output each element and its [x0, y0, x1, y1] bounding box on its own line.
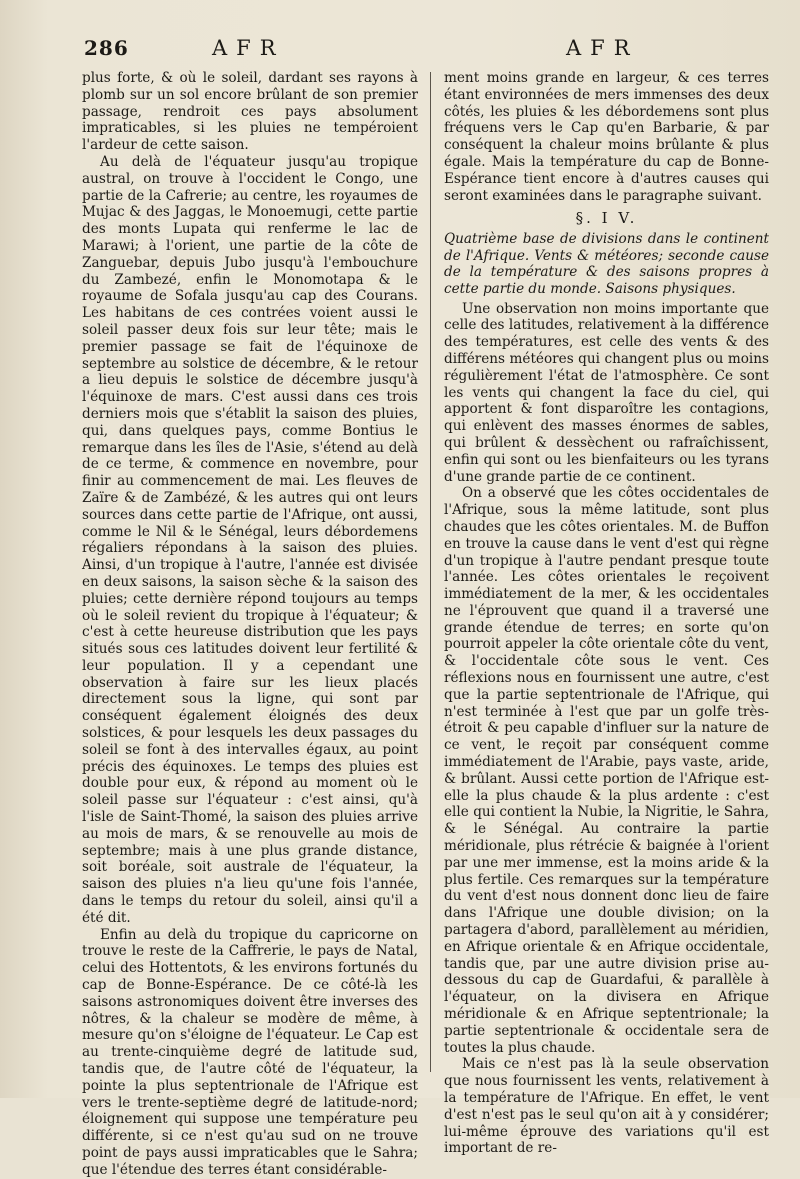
- running-title-right: AFR: [566, 36, 639, 60]
- paragraph: Mais ce n'est pas là la seule observation que nous fournissent les vents, relativement à la température de l'Afrique. En effet, le vent d'est n'est pas le seul qu'on ait à y considérer; lui-même éprouve des variations qu'il est important de re-: [444, 1056, 769, 1157]
- left-column: [82, 70, 418, 1179]
- paragraph: Au delà de l'équateur jusqu'au tropique austral, on trouve à l'occident le Congo, une partie de la Cafrerie; au centre, les royaumes de Mujac & des Jaggas, le Monoemugi, cette partie des monts Lupata qui renferme le lac de Marawi; à l'orient, une partie de la côte de Zanguebar, depuis Jubo jusqu'à l'embouchure du Zambezé, enfin le Monomotapa & le royaume de Sofala jusqu'au cap des Courans. Les habitans de ces contrées voient aussi le soleil passer deux fois sur leur tête; mais le premier passage se fait de l'équinoxe de septembre au solstice de décembre, & le retour a lieu depuis le solstice de décembre jusqu'à l'équinoxe de mars. C'est aussi dans ces trois derniers mois que s'établit la saison des pluies, qui, dans quelques pays, comme Bontius le remarque dans les îles de l'Asie, s'étend au delà de ce terme, & commence en novembre, pour finir au commencement de mai. Les fleuves de Zaïre & de Zambézé, & les autres qui ont leurs sources dans cette partie de l'Afrique, ont aussi, comme le Nil & le Sénégal, leurs débordemens régaliers répondans à la saison des pluies. Ainsi, d'un tropique à l'autre, l'année est divisée en deux saisons, la saison sèche & la saison des pluies; cette dernière répond toujours au temps où le soleil revient du tropique à l'équateur; & c'est à cette heureuse distribution que les pays situés sous ces latitudes doivent leur fertilité & leur population. Il y a cependant une observation à faire sur les lieux placés directement sous la ligne, qui sont par conséquent également éloignés des deux solstices, & pour lesquels les deux passages du soleil se font à des intervalles égaux, au point précis des équinoxes. Le temps des pluies est double pour eux, & répond au moment où le soleil passe sur l'équateur : c'est ainsi, qu'à l'isle de Saint-Thomé, la saison des pluies arrive au mois de mars, & se renouvelle au mois de septembre; mais à une plus grande distance, soit boréale, soit australe de l'équateur, la saison des pluies n'a lieu qu'une fois l'année, dans le temps du retour du soleil, ainsi qu'il a été dit.: [82, 153, 418, 926]
- paragraph: plus forte, & où le soleil, dardant ses rayons à plomb sur un sol encore brûlant de son premier passage, rendroit ces pays absolument impraticables, si les pluies ne tempéroient l'ardeur de cette saison.: [82, 70, 418, 154]
- paragraph: ment moins grande en largeur, & ces terres étant environnées de mers immenses des deux côtés, les pluies & les débordemens sont plus fréquens vers le Cap qu'en Barbarie, & par conséquent la chaleur moins brûlante & plus égale. Mais la température du cap de Bonne-Espérance tient encore à d'autres causes qui seront examinées dans le paragraphe suivant.: [444, 70, 769, 204]
- section-heading: Quatrième base de divisions dans le continent de l'Afrique. Vents & météores; seconde cause de la température & des saisons propres à cette partie du monde. Saisons physiques.: [444, 231, 769, 297]
- page-number: 286: [84, 36, 129, 60]
- right-column: [444, 70, 769, 1157]
- paragraph: On a observé que les côtes occidentales de l'Afrique, sous la même latitude, sont plus chaudes que les côtes orientales. M. de Buffon en trouve la cause dans le vent d'est qui règne d'un tropique à l'autre pendant presque toute l'année. Les côtes orientales le reçoivent immédiatement de la mer, & les occidentales ne l'éprouvent que quand il a traversé une grande étendue de terres; en sorte qu'on pourroit appeler la côte orientale côte du vent, & l'occidentale côte sous le vent. Ces réflexions nous en fournissent une autre, c'est que la partie septentrionale de l'Afrique, qui n'est terminée à l'est que par un golfe très-étroit & peu capable d'influer sur la nature de ce vent, le reçoit par conséquent comme immédiatement de l'Arabie, pays vaste, aride, & brûlant. Aussi cette portion de l'Afrique est-elle la plus chaude & la plus ardente : c'est elle qui contient la Nubie, la Nigritie, le Sahra, & le Sénégal. Au contraire la partie méridionale, plus rétrécie & baignée à l'orient par une mer immense, est la moins aride & la plus fertile. Ces remarques sur la température du vent d'est nous donnent donc lieu de faire dans l'Afrique une double division; on la partagera d'abord, parallèlement au méridien, en Afrique orientale & en Afrique occidentale, tandis que, par une autre division prise au-dessous du cap de Guardafui, & parallèle à l'équateur, on la divisera en Afrique méridionale & en Afrique septentrionale; la partie septentrionale & occidentale sera de toutes la plus chaude.: [444, 485, 769, 1056]
- running-title-left: AFR: [212, 36, 285, 60]
- paragraph: Une observation non moins importante que celle des latitudes, relativement à la différence des températures, est celle des vents & des différens météores qui changent plus ou moins régulièrement l'état de l'atmosphère. Ce sont les vents qui changent la face du ciel, qui apportent & font disparoître les contagions, qui enlèvent des masses énormes de sables, qui brûlent & dessèchent ou rafraîchissent, enfin qui sont ou les bienfaiteurs ou les tyrans d'une grande partie de ce continent.: [444, 300, 769, 485]
- paragraph: Enfin au delà du tropique du capricorne on trouve le reste de la Caffrerie, le pays de Natal, celui des Hottentots, & les environs fortunés du cap de Bonne-Espérance. De ce côté-là les saisons astronomiques doivent être inverses des nôtres, & la chaleur se modère de même, à mesure qu'on s'éloigne de l'équateur. Le Cap est au trente-cinquième degré de latitude sud, tandis que, de l'autre côté de l'équateur, la pointe la plus septentrionale de l'Afrique est vers le trente-septième degré de latitude-nord; éloignement qui suppose une température peu différente, si ce n'est qu'au sud on ne trouve point de pays aussi impraticables que le Sahra; que l'étendue des terres étant considérable-: [82, 926, 418, 1178]
- section-number: §. I V.: [575, 209, 638, 228]
- running-header: [0, 36, 800, 66]
- column-divider: [430, 72, 431, 1072]
